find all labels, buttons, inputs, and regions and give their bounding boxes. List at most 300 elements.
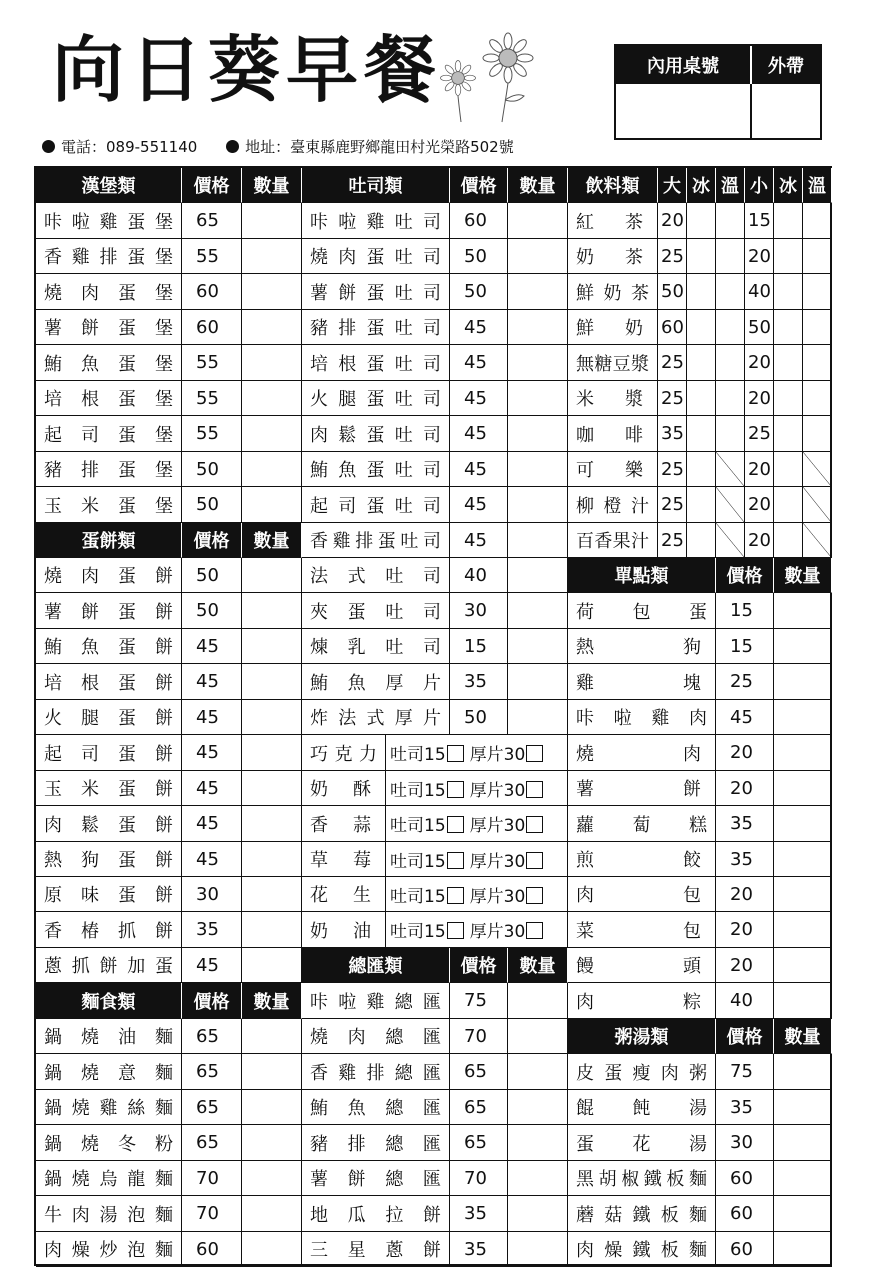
- eggcake-item-price: 50: [182, 558, 242, 593]
- noodle-item-price: 70: [182, 1196, 242, 1232]
- qty-field[interactable]: [774, 877, 832, 912]
- porridge-item-name: 蘑 菇 鐵 板 麵: [568, 1196, 716, 1232]
- qty-field[interactable]: [242, 1196, 302, 1232]
- qty-field[interactable]: [774, 983, 832, 1019]
- eggcake-item-name: 鮪 魚 蛋 餅: [36, 629, 182, 664]
- burger-item-price: 60: [182, 274, 242, 310]
- qty-field[interactable]: [774, 912, 832, 948]
- size-header: 小: [745, 168, 774, 203]
- burger-item-price: 55: [182, 416, 242, 452]
- small-warm-field[interactable]: [803, 381, 832, 416]
- burger-item-name: 薯 餅 蛋 堡: [36, 310, 182, 345]
- toast-item-price: 15: [450, 629, 508, 664]
- qty-field[interactable]: [508, 274, 568, 310]
- large-price: 35: [658, 416, 687, 452]
- large-price: 25: [658, 487, 687, 523]
- dine-in-label: 內用桌號: [616, 46, 752, 84]
- qty-field[interactable]: [508, 1090, 568, 1125]
- porridge-item-name: 肉 燥 鐵 板 麵: [568, 1232, 716, 1267]
- large-warm-field: [716, 487, 745, 523]
- burger-item-price: 60: [182, 310, 242, 345]
- qty-field[interactable]: [508, 593, 568, 629]
- porridge-item-name: 黑 胡 椒 鐵 板 麵: [568, 1161, 716, 1196]
- porridge-item-name: 蛋 花 湯: [568, 1125, 716, 1161]
- qty-field[interactable]: [508, 1196, 568, 1232]
- burger-item-price: 55: [182, 381, 242, 416]
- combo-item-name: 三 星 蔥 餅: [302, 1232, 450, 1267]
- snack-item-name: 煎 餃: [568, 842, 716, 877]
- eggcake-item-name: 起 司 蛋 餅: [36, 735, 182, 771]
- qty-field[interactable]: [242, 203, 302, 239]
- qty-field[interactable]: [774, 1125, 832, 1161]
- checkbox[interactable]: [526, 852, 543, 869]
- toast-item-price: 30: [450, 593, 508, 629]
- qty-field[interactable]: [508, 1232, 568, 1267]
- qty-field[interactable]: [508, 1019, 568, 1054]
- qty-field[interactable]: [774, 771, 832, 806]
- burger-item-name: 鮪 魚 蛋 堡: [36, 345, 182, 381]
- combo-item-price: 65: [450, 1125, 508, 1161]
- porridge-item-price: 75: [716, 1054, 774, 1090]
- toast-item-name: 豬 排 蛋 吐 司: [302, 310, 450, 345]
- qty-field[interactable]: [242, 735, 302, 771]
- price-header: 價格: [182, 168, 242, 203]
- contact-info: [42, 136, 538, 157]
- combo-item-name: 地 瓜 拉 餅: [302, 1196, 450, 1232]
- sunflower-icon: [432, 28, 542, 124]
- small-warm-field[interactable]: [803, 416, 832, 452]
- qty-field[interactable]: [774, 1054, 832, 1090]
- burger-item-price: 50: [182, 487, 242, 523]
- combo-item-name: 薯 餅 總 匯: [302, 1161, 450, 1196]
- qty-header: 數量: [774, 1019, 832, 1054]
- phone: 電話：089-551140: [42, 138, 197, 156]
- noodle-item-name: 鍋 燒 意 麵: [36, 1054, 182, 1090]
- qty-header: 數量: [242, 523, 302, 558]
- snack-item-name: 菜 包: [568, 912, 716, 948]
- qty-field[interactable]: [242, 345, 302, 381]
- burger-item-price: 65: [182, 203, 242, 239]
- qty-header: 數量: [508, 948, 568, 983]
- qty-field[interactable]: [242, 700, 302, 735]
- small-warm-field[interactable]: [803, 239, 832, 274]
- snack-item-name: 荷 包 蛋: [568, 593, 716, 629]
- noodle-item-name: 鍋 燒 油 麵: [36, 1019, 182, 1054]
- small-ice-field[interactable]: [774, 523, 803, 558]
- qty-field[interactable]: [774, 735, 832, 771]
- qty-field[interactable]: [774, 700, 832, 735]
- snack-item-price: 20: [716, 877, 774, 912]
- small-ice-field[interactable]: [774, 274, 803, 310]
- eggcake-item-price: 35: [182, 912, 242, 948]
- toast-item-price: 45: [450, 310, 508, 345]
- small-warm-field[interactable]: [803, 203, 832, 239]
- qty-field[interactable]: [242, 629, 302, 664]
- eggcake-item-name: 蔥 抓 餅 加 蛋: [36, 948, 182, 983]
- toast-item-name: 燒 肉 蛋 吐 司: [302, 239, 450, 274]
- large-warm-field[interactable]: [716, 381, 745, 416]
- qty-field[interactable]: [242, 1125, 302, 1161]
- small-ice-field[interactable]: [774, 452, 803, 487]
- qty-field[interactable]: [508, 700, 568, 735]
- large-price: 60: [658, 310, 687, 345]
- burger-item-name: 燒 肉 蛋 堡: [36, 274, 182, 310]
- small-ice-field[interactable]: [774, 487, 803, 523]
- toast-item-price: 50: [450, 274, 508, 310]
- toast-item-name: 咔 啦 雞 吐 司: [302, 203, 450, 239]
- spread-options: 吐司15 厚片30: [386, 877, 568, 912]
- small-warm-field: [803, 523, 832, 558]
- drink-name: 無 糖 豆 漿: [568, 345, 658, 381]
- spread-item-name: 奶 酥: [302, 771, 386, 806]
- large-ice-field[interactable]: [687, 239, 716, 274]
- porridge-item-price: 30: [716, 1125, 774, 1161]
- spread-item-name: 巧 克 力: [302, 735, 386, 771]
- spread-options: 吐司15 厚片30: [386, 842, 568, 877]
- toast-item-name: 炸 法 式 厚 片: [302, 700, 450, 735]
- porridge-header: 粥湯類: [568, 1019, 716, 1054]
- toast-item-price: 50: [450, 700, 508, 735]
- toast-item-name: 薯 餅 蛋 吐 司: [302, 274, 450, 310]
- qty-field[interactable]: [508, 381, 568, 416]
- snack-item-price: 20: [716, 735, 774, 771]
- qty-field[interactable]: [508, 629, 568, 664]
- combo-item-name: 香 雞 排 總 匯: [302, 1054, 450, 1090]
- toast-item-name: 鮪 魚 蛋 吐 司: [302, 452, 450, 487]
- large-warm-field[interactable]: [716, 416, 745, 452]
- toast-item-name: 法 式 吐 司: [302, 558, 450, 593]
- qty-field[interactable]: [508, 1054, 568, 1090]
- snack-item-price: 45: [716, 700, 774, 735]
- qty-field[interactable]: [508, 558, 568, 593]
- drink-name: 咖 啡: [568, 416, 658, 452]
- qty-field[interactable]: [508, 1125, 568, 1161]
- qty-field[interactable]: [508, 983, 568, 1019]
- qty-header: 數量: [242, 168, 302, 203]
- checkbox[interactable]: [526, 922, 543, 939]
- large-ice-field[interactable]: [687, 310, 716, 345]
- qty-field[interactable]: [242, 664, 302, 700]
- burger-header: 漢堡類: [36, 168, 182, 203]
- noodle-header: 麵食類: [36, 983, 182, 1019]
- toast-item-price: 40: [450, 558, 508, 593]
- price-header: 價格: [450, 168, 508, 203]
- qty-field[interactable]: [774, 842, 832, 877]
- large-warm-field: [716, 523, 745, 558]
- snack-item-price: 25: [716, 664, 774, 700]
- small-ice-field[interactable]: [774, 310, 803, 345]
- combo-item-price: 70: [450, 1019, 508, 1054]
- combo-header: 總匯類: [302, 948, 450, 983]
- qty-field[interactable]: [242, 487, 302, 523]
- checkbox[interactable]: [526, 887, 543, 904]
- small-price: 15: [745, 203, 774, 239]
- qty-field[interactable]: [242, 593, 302, 629]
- snack-item-name: 肉 粽: [568, 983, 716, 1019]
- qty-field[interactable]: [242, 274, 302, 310]
- eggcake-item-price: 45: [182, 735, 242, 771]
- large-price: 25: [658, 381, 687, 416]
- qty-header: 數量: [774, 558, 832, 593]
- size-header: 溫: [716, 168, 745, 203]
- snack-item-name: 燒 肉: [568, 735, 716, 771]
- qty-field[interactable]: [774, 1232, 832, 1267]
- large-ice-field[interactable]: [687, 274, 716, 310]
- porridge-item-price: 60: [716, 1196, 774, 1232]
- qty-field[interactable]: [242, 381, 302, 416]
- eggcake-item-price: 45: [182, 771, 242, 806]
- large-ice-field[interactable]: [687, 345, 716, 381]
- bullet-icon: [42, 140, 55, 153]
- checkbox[interactable]: [447, 745, 464, 762]
- small-price: 25: [745, 416, 774, 452]
- qty-field[interactable]: [774, 1161, 832, 1196]
- small-price: 20: [745, 487, 774, 523]
- noodle-item-name: 肉 燥 炒 泡 麵: [36, 1232, 182, 1267]
- qty-field[interactable]: [242, 877, 302, 912]
- qty-field[interactable]: [774, 948, 832, 983]
- toast-item-name: 起 司 蛋 吐 司: [302, 487, 450, 523]
- combo-item-price: 75: [450, 983, 508, 1019]
- toast-item-name: 夾 蛋 吐 司: [302, 593, 450, 629]
- drinks-header: 飲料類: [568, 168, 658, 203]
- takeout-label: 外帶: [768, 56, 804, 77]
- eggcake-item-price: 45: [182, 806, 242, 842]
- noodle-item-name: 牛 肉 湯 泡 麵: [36, 1196, 182, 1232]
- noodle-item-price: 65: [182, 1019, 242, 1054]
- qty-field[interactable]: [242, 310, 302, 345]
- burger-item-price: 50: [182, 452, 242, 487]
- checkbox[interactable]: [447, 781, 464, 798]
- combo-item-price: 35: [450, 1232, 508, 1267]
- snack-item-price: 20: [716, 771, 774, 806]
- toast-item-price: 35: [450, 664, 508, 700]
- qty-field[interactable]: [774, 593, 832, 629]
- qty-field[interactable]: [242, 558, 302, 593]
- porridge-item-name: 皮 蛋 瘦 肉 粥: [568, 1054, 716, 1090]
- size-header: 溫: [803, 168, 832, 203]
- toast-item-price: 45: [450, 381, 508, 416]
- eggcake-item-price: 30: [182, 877, 242, 912]
- burger-item-name: 起 司 蛋 堡: [36, 416, 182, 452]
- qty-field[interactable]: [242, 912, 302, 948]
- burger-item-name: 香 雞 排 蛋 堡: [36, 239, 182, 274]
- snack-item-price: 35: [716, 806, 774, 842]
- qty-field[interactable]: [508, 452, 568, 487]
- qty-field[interactable]: [508, 239, 568, 274]
- small-warm-field: [803, 487, 832, 523]
- toast-item-price: 45: [450, 487, 508, 523]
- burger-item-price: 55: [182, 239, 242, 274]
- qty-field[interactable]: [508, 664, 568, 700]
- drink-name: 可 樂: [568, 452, 658, 487]
- checkbox[interactable]: [526, 816, 543, 833]
- size-header: 大: [658, 168, 687, 203]
- qty-field[interactable]: [508, 1161, 568, 1196]
- qty-field[interactable]: [242, 416, 302, 452]
- toast-header: 吐司類: [302, 168, 450, 203]
- large-ice-field[interactable]: [687, 452, 716, 487]
- qty-field[interactable]: [242, 1161, 302, 1196]
- large-ice-field[interactable]: [687, 203, 716, 239]
- snack-item-price: 40: [716, 983, 774, 1019]
- large-warm-field: [716, 452, 745, 487]
- eggcake-item-price: 45: [182, 664, 242, 700]
- eggcake-item-price: 45: [182, 842, 242, 877]
- qty-field[interactable]: [774, 1196, 832, 1232]
- checkbox[interactable]: [526, 781, 543, 798]
- spread-options: 吐司15 厚片30: [386, 806, 568, 842]
- noodle-item-name: 鍋 燒 烏 龍 麵: [36, 1161, 182, 1196]
- size-header: 冰: [774, 168, 803, 203]
- small-price: 20: [745, 452, 774, 487]
- noodle-item-price: 65: [182, 1090, 242, 1125]
- large-warm-field[interactable]: [716, 239, 745, 274]
- small-price: 20: [745, 381, 774, 416]
- eggcake-item-name: 燒 肉 蛋 餅: [36, 558, 182, 593]
- qty-field[interactable]: [242, 948, 302, 983]
- checkbox[interactable]: [447, 887, 464, 904]
- snack-item-price: 20: [716, 948, 774, 983]
- qty-field[interactable]: [242, 806, 302, 842]
- qty-field[interactable]: [242, 1019, 302, 1054]
- spread-options: 吐司15 厚片30: [386, 771, 568, 806]
- combo-item-name: 鮪 魚 總 匯: [302, 1090, 450, 1125]
- order-box: [614, 44, 822, 140]
- eggcake-item-price: 50: [182, 593, 242, 629]
- toast-item-name: 肉 鬆 蛋 吐 司: [302, 416, 450, 452]
- burger-item-name: 玉 米 蛋 堡: [36, 487, 182, 523]
- price-header: 價格: [716, 558, 774, 593]
- small-price: 20: [745, 523, 774, 558]
- qty-field[interactable]: [508, 523, 568, 558]
- snack-item-price: 15: [716, 593, 774, 629]
- snack-item-name: 饅 頭: [568, 948, 716, 983]
- qty-field[interactable]: [242, 842, 302, 877]
- snack-item-name: 蘿 蔔 糕: [568, 806, 716, 842]
- combo-item-name: 咔 啦 雞 總 匯: [302, 983, 450, 1019]
- large-price: 50: [658, 274, 687, 310]
- small-warm-field[interactable]: [803, 310, 832, 345]
- qty-header: 數量: [242, 983, 302, 1019]
- drink-name: 紅 茶: [568, 203, 658, 239]
- checkbox[interactable]: [447, 922, 464, 939]
- checkbox[interactable]: [447, 852, 464, 869]
- spread-item-name: 草 莓: [302, 842, 386, 877]
- large-ice-field[interactable]: [687, 523, 716, 558]
- burger-item-name: 咔 啦 雞 蛋 堡: [36, 203, 182, 239]
- noodle-item-price: 70: [182, 1161, 242, 1196]
- eggcake-item-name: 培 根 蛋 餅: [36, 664, 182, 700]
- checkbox[interactable]: [526, 745, 543, 762]
- qty-field[interactable]: [774, 664, 832, 700]
- spread-item-name: 香 蒜: [302, 806, 386, 842]
- small-ice-field[interactable]: [774, 203, 803, 239]
- snack-item-name: 薯 餅: [568, 771, 716, 806]
- qty-field[interactable]: [242, 771, 302, 806]
- snack-item-name: 肉 包: [568, 877, 716, 912]
- size-header: 冰: [687, 168, 716, 203]
- small-ice-field[interactable]: [774, 239, 803, 274]
- qty-field[interactable]: [508, 310, 568, 345]
- combo-item-price: 65: [450, 1090, 508, 1125]
- eggcake-header: 蛋餅類: [36, 523, 182, 558]
- drink-name: 米 漿: [568, 381, 658, 416]
- small-warm-field: [803, 452, 832, 487]
- small-price: 20: [745, 345, 774, 381]
- noodle-item-price: 65: [182, 1125, 242, 1161]
- qty-field[interactable]: [508, 416, 568, 452]
- noodle-item-price: 60: [182, 1232, 242, 1267]
- toast-item-name: 香 雞 排 蛋 吐 司: [302, 523, 450, 558]
- snack-item-price: 35: [716, 842, 774, 877]
- qty-field[interactable]: [508, 345, 568, 381]
- noodle-item-name: 鍋 燒 雞 絲 麵: [36, 1090, 182, 1125]
- address: 地址：臺東縣鹿野鄉龍田村光榮路502號: [226, 138, 514, 156]
- qty-field[interactable]: [242, 239, 302, 274]
- bullet-icon: [226, 140, 239, 153]
- qty-field[interactable]: [242, 452, 302, 487]
- small-warm-field[interactable]: [803, 345, 832, 381]
- small-ice-field[interactable]: [774, 345, 803, 381]
- spread-options: 吐司15 厚片30: [386, 912, 568, 948]
- combo-item-price: 65: [450, 1054, 508, 1090]
- toast-item-name: 火 腿 蛋 吐 司: [302, 381, 450, 416]
- drink-name: 奶 茶: [568, 239, 658, 274]
- toast-item-price: 45: [450, 523, 508, 558]
- toast-item-name: 煉 乳 吐 司: [302, 629, 450, 664]
- combo-item-name: 豬 排 總 匯: [302, 1125, 450, 1161]
- snack-item-name: 咔 啦 雞 肉: [568, 700, 716, 735]
- qty-header: 數量: [508, 168, 568, 203]
- small-ice-field[interactable]: [774, 381, 803, 416]
- toast-item-price: 45: [450, 452, 508, 487]
- qty-field[interactable]: [242, 1054, 302, 1090]
- drink-name: 鮮 奶: [568, 310, 658, 345]
- large-warm-field[interactable]: [716, 203, 745, 239]
- qty-field[interactable]: [774, 629, 832, 664]
- price-header: 價格: [182, 983, 242, 1019]
- qty-field[interactable]: [242, 1090, 302, 1125]
- table-number-field[interactable]: [616, 84, 752, 138]
- qty-field[interactable]: [774, 806, 832, 842]
- large-ice-field[interactable]: [687, 487, 716, 523]
- large-warm-field[interactable]: [716, 274, 745, 310]
- qty-field[interactable]: [774, 1090, 832, 1125]
- checkbox[interactable]: [447, 816, 464, 833]
- eggcake-item-name: 玉 米 蛋 餅: [36, 771, 182, 806]
- drink-name: 柳 橙 汁: [568, 487, 658, 523]
- toast-item-name: 培 根 蛋 吐 司: [302, 345, 450, 381]
- eggcake-item-price: 45: [182, 629, 242, 664]
- porridge-item-price: 35: [716, 1090, 774, 1125]
- large-warm-field[interactable]: [716, 310, 745, 345]
- large-warm-field[interactable]: [716, 345, 745, 381]
- snack-item-name: 雞 塊: [568, 664, 716, 700]
- qty-field[interactable]: [242, 1232, 302, 1267]
- qty-field[interactable]: [508, 487, 568, 523]
- large-ice-field[interactable]: [687, 416, 716, 452]
- combo-item-name: 燒 肉 總 匯: [302, 1019, 450, 1054]
- eggcake-item-name: 原 味 蛋 餅: [36, 877, 182, 912]
- noodle-item-price: 65: [182, 1054, 242, 1090]
- qty-field[interactable]: [508, 203, 568, 239]
- burger-item-price: 55: [182, 345, 242, 381]
- small-warm-field[interactable]: [803, 274, 832, 310]
- large-ice-field[interactable]: [687, 381, 716, 416]
- eggcake-item-name: 香 椿 抓 餅: [36, 912, 182, 948]
- small-ice-field[interactable]: [774, 416, 803, 452]
